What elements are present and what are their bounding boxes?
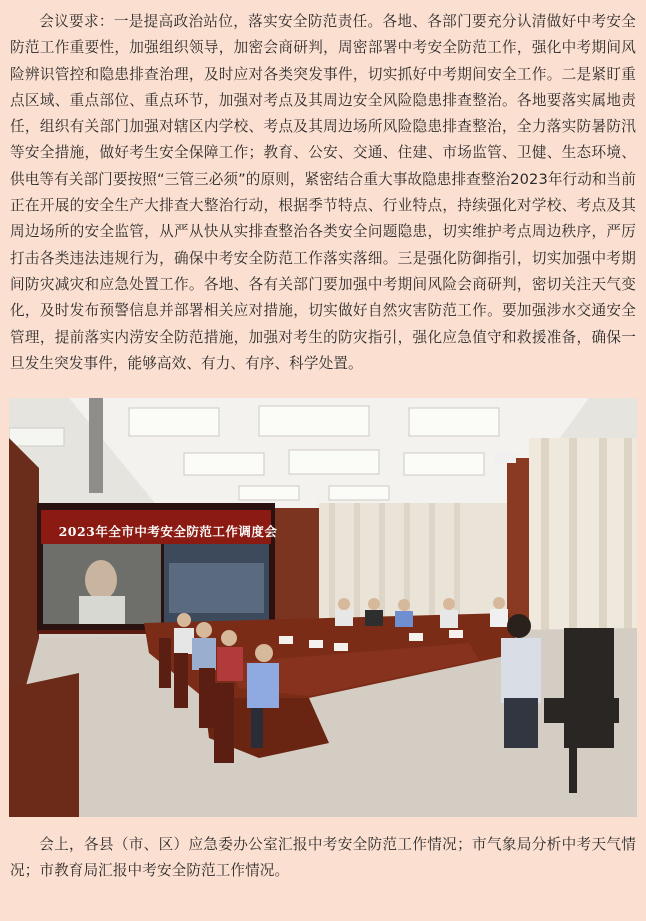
meeting-room-illustration [9,398,637,817]
video-wall-banner-text: 2023年全市中考安全防范工作调度会 [58,524,278,539]
meeting-photo [9,398,637,817]
article-paragraph-reports: 会上，各县（市、区）应急委办公室汇报中考安全防范工作情况；市气象局分析中考天气情况；市教育局汇报中考安全防范工作情况。 [10,836,636,880]
article-paragraph-requirements: 会议要求：一是提高政治站位，落实安全防范责任。各地、各部门要充分认清做好中考安全防范工作重要性，加强组织领导，加密会商研判，周密部署中考安全防范工作，强化中考期间风险辨识管控和隐患排查治理，及时应对各类突发事件，切实抓好中考期间安全工作。二是紧盯重点区域、重点部位、重点环节，加强对考点及其周边安全风险隐患排查整治。各地要落实属地责任，组织有关部门加强对辖区内学校、考点及其周边场所风险隐患排查整治，全力落实防暑防汛等安全措施，做好考生安全保障工作；教育、公安、交通、住建、市场监管、卫健、生态环境、供电等有关部门要按照“三管三必须”的原则，紧密结合重大事故隐患排查整治2023年行动和当前正在开展的安全生产大排查大整治行动，根据季节特点、行业特点，持续强化对学校、考点及其周边场所的安全监管，从严从快从实排查整治各类安全问题隐患，切实维护考点周边秩序，严厉打击各类违法违规行为，确保中考安全防范工作落实落细。三是强化防御指引，切实加强中考期间防灾减灾和应急处置工作。各地、各有关部门要加强中考期间风险会商研判，密切关注天气变化，及时发布预警信息并部署相关应对措施，切实做好自然灾害防范工作。要加强涉水交通安全管理，提前落实内涝安全防范措施，加强对考生的防灾指引，强化应急值守和救援准备，确保一旦发生突发事件，能够高效、有力、有序、科学处置。 [10,13,636,372]
